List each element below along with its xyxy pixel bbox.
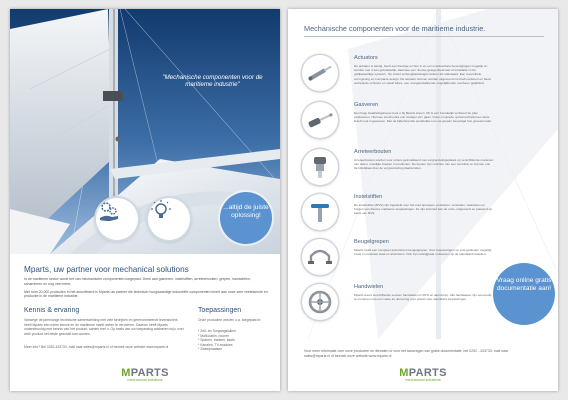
- brochure-page-right: [288, 9, 558, 391]
- brochure-page-left: [10, 9, 280, 391]
- mparts-logo: MPARTS mechanical solutions: [399, 367, 447, 382]
- product-title: Gasveren: [354, 102, 379, 108]
- product-description: De actuator is kantig, heeft een kleurige en hier in en een monteerbare bevestigingen mogelijk en worden met 4 één gebrekkelijk, daarmee een nieuwe gelegenheid aan of installatie in het gelijkwaardige systeem. Op zowel verhoogbaarsteigen leisten als standaard. Een reversibele vormgeving en compacte design. Dé actuator kunnen worden uitgevoerd met half ereferent en biedt verbeterde schuiver en vanaf tubes, een voorgeinstalleerde mogelijkheden voorheen gelijkheid.: [354, 64, 491, 85]
- documentation-badge[interactable]: Vraag online gratis documentatie aan!: [493, 263, 555, 325]
- product-actuators: [302, 55, 552, 99]
- product-title: Handwielen: [354, 284, 384, 290]
- product-title: Instelstiften: [354, 194, 383, 200]
- gears-hand-icon: [96, 198, 138, 240]
- kennis-text: Vanwege de jarenlange technische samenwerking met vele bedrijven en gerenommeerde leveranciers heeft Mparts een ruime kennis en de maritieme markt weten te veroveren. Daarom heeft Mparts ondersteuning met kennis van het product, samen met u. Op basis van uw toepassing adviseren wij u over welk product het beste geschikt kan worden.: [24, 318, 184, 336]
- list-item: * Zweinplaatsen: [198, 347, 223, 352]
- product-arreteerbouten: [302, 149, 552, 193]
- intro-paragraph-1: In de maritieme sector wordt het van mechanische componenten toegepast. Denk aan gasveren, instelstiften, arreteerbouten, grepen, handwielen, scharnieren en nog veel meer.: [24, 277, 251, 286]
- product-description: Een hoge kwaliteitsgasveer kunt u bij Mparts kopen. Dit is een bereikelijk verbetert de plan produceren. Hiermee wordt extra ook noeliger erin gaan. Onze compacte opzetmechanismen deze kracht ook in gasveren. Met de bijbehorende eindstukken en uw grepen bevestigd hun geveermodel.: [354, 111, 492, 124]
- indexing-bolt-icon: [302, 149, 338, 185]
- product-instelstiften: [302, 194, 552, 238]
- page-title: Mechanische componenten voor de maritieme industrie.: [304, 24, 486, 33]
- list-item: * Multi-kabin, riooren: [198, 333, 230, 338]
- tagline: Mparts, uw partner voor mechanical solutions: [24, 265, 189, 274]
- toepassingen-heading: Toepassingen: [198, 307, 242, 314]
- mparts-logo: MPARTS mechanical solutions: [121, 367, 169, 382]
- intro-paragraph-2: Met ruim 20.000 producten in het assortiment is Mparts uw partner die technisch hoogwaardige industriële componenten levert aan onze zeer veeleisende en productie in de maritieme industrie.: [24, 289, 268, 299]
- hero-sailboat-photo: [10, 9, 280, 254]
- title-divider: [304, 36, 544, 37]
- kennis-heading: Kennis & ervaring: [24, 307, 80, 314]
- kennis-contact-text: Meer info? Bel 0252-433733, mail naar sales@mparts.nl of bezoek onze website www.mparts.nl: [24, 345, 169, 349]
- product-title: Beugelgrepen: [354, 239, 389, 245]
- plunger-pin-icon: [302, 194, 338, 230]
- list-item: * Zeil- en Toegangsluiken: [198, 329, 237, 333]
- product-description: De instelstiften (RVS) zijn ingesteld voor het snel oproepen, positieren, verstellen, vastzetten en borgen van diverse maritieme toepassingen. Ze zijn inclusief aan de onze, uitgevoerd en passend op basis van RVS.: [354, 203, 493, 216]
- product-description: Arreteerbouten worden voor ordere geïnstalleerd met vergrendelingsplaats op verschillende manieren van delen, moeilijke hoeken in producten. De bouten zijn voorzien van een veerdruk en kunnen ook de blindplaat door de vergrendeling plaatsvinden.: [354, 158, 494, 171]
- product-description: Mparts heeft een compleet assortiment beugelgrepen. Voor toepassingen op vele gebieden mogelijk zoals in roestvast staal en aluminium. Ook zijn verkrijgbaar ontwerpen op de standaardmodellen.: [354, 248, 492, 257]
- solution-badge: ...altijd de juiste oplossing!: [220, 192, 272, 244]
- contact-footer: Voor meer informatie over onze producten en diensten of voor het aanvragen van gratis documentatie, bel 0252 - 433733, mail naar sales@mparts.nl of bezoek onze website www.mparts.nl: [304, 349, 509, 358]
- product-title: Actuators: [354, 55, 378, 61]
- actuator-icon: [302, 55, 338, 91]
- hero-quote: "Mechanische componenten voor de maritieme industrie": [162, 74, 263, 89]
- intro-text: [24, 277, 269, 302]
- list-item: * Kanalen, TV-modules: [198, 342, 233, 347]
- list-item: * Spanen, banken, kasts: [198, 338, 235, 343]
- bow-handle-icon: [302, 239, 338, 275]
- toepassingen-intro: Onze producten worden o.a. toegepast in:: [198, 318, 262, 322]
- product-gasveren: [302, 102, 552, 146]
- handwheel-icon: [302, 284, 338, 320]
- toepassingen-list: [198, 329, 278, 352]
- lightbulb-icon: [148, 198, 190, 240]
- product-description: Mparts levert verschillende soorten handwielen in RVS en aluminium. Alle handwielen zijn eenvoudig te monteren met een vaste as uitvoering voor wissel voor standaard toepassingen.: [354, 293, 493, 302]
- gas-spring-icon: [302, 102, 338, 138]
- product-title: Arreteerbouten: [354, 149, 392, 155]
